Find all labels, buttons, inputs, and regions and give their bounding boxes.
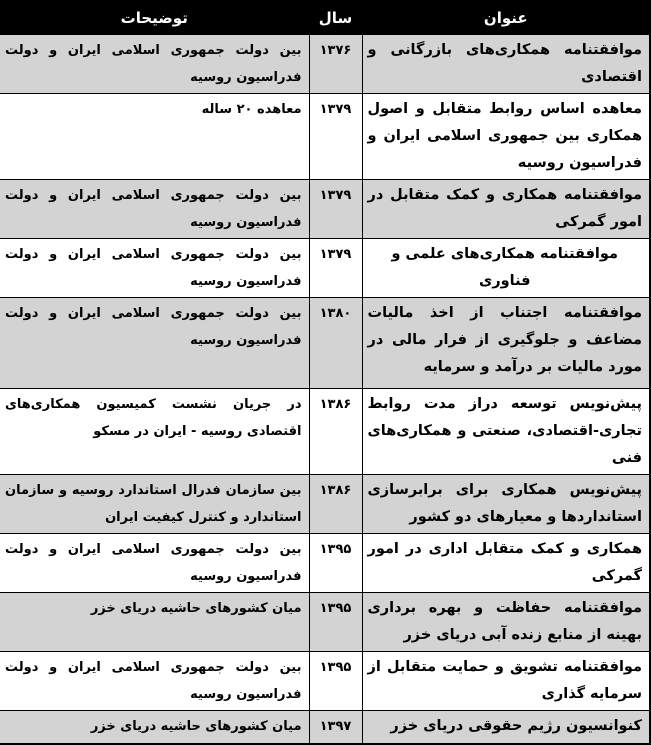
year-cell: ۱۳۹۷ [309,710,362,744]
year-cell: ۱۳۷۹ [309,238,362,297]
year-cell: ۱۳۸۰ [309,297,362,388]
header-title-column: عنوان [362,1,650,34]
table-row [0,710,650,744]
description-cell: در جریان نشست کمیسیون همکاری‌های اقتصادی روسیه - ایران در مسکو [0,388,309,474]
title-cell: موافقتنامه تشویق و حمایت متقابل از سرمایه گذاری [362,651,650,710]
table-row [0,651,650,710]
table-row [0,179,650,238]
header-year-column: سال [309,1,362,34]
year-cell: ۱۳۸۶ [309,388,362,474]
description-cell: بین دولت جمهوری اسلامی ایران و دولت فدراسیون روسیه [0,238,309,297]
description-cell: بین سازمان فدرال استاندارد روسیه و سازمان استاندارد و کنترل کیفیت ایران [0,474,309,533]
description-cell: بین دولت جمهوری اسلامی ایران و دولت فدراسیون روسیه [0,651,309,710]
table-body [0,34,650,744]
title-cell: کنوانسیون رژیم حقوقی دریای خزر [362,710,650,744]
year-cell: ۱۳۷۶ [309,34,362,93]
title-cell: پیش‌نویس همکاری برای برابرسازی استانداردها و معیارهای دو کشور [362,474,650,533]
table-row [0,34,650,93]
header-descriptions-column: توضیحات [0,1,309,34]
title-cell: موافقتنامه حفاظت و بهره برداری بهینه از منابع زنده آبی دریای خزر [362,592,650,651]
title-cell: موافقتنامه همکاری‌های بازرگانی و اقتصادی [362,34,650,93]
table-header-row [0,1,650,34]
year-cell: ۱۳۹۵ [309,651,362,710]
table-row [0,592,650,651]
description-cell: بین دولت جمهوری اسلامی ایران و دولت فدراسیون روسیه [0,179,309,238]
title-cell: معاهده اساس روابط متقابل و اصول همکاری بین جمهوری اسلامی ایران و فدراسیون روسیه [362,93,650,179]
table-row [0,93,650,179]
title-cell: همکاری و کمک متقابل اداری در امور گمرکی [362,533,650,592]
description-cell: بین دولت جمهوری اسلامی ایران و دولت فدراسیون روسیه [0,297,309,388]
year-cell: ۱۳۸۶ [309,474,362,533]
table-row [0,388,650,474]
title-cell: پیش‌نویس توسعه دراز مدت روابط تجاری-اقتصادی، صنعتی و همکاری‌های فنی [362,388,650,474]
table-row [0,238,650,297]
year-cell: ۱۳۹۵ [309,592,362,651]
description-cell: بین دولت جمهوری اسلامی ایران و دولت فدراسیون روسیه [0,34,309,93]
year-cell: ۱۳۹۵ [309,533,362,592]
table-row [0,474,650,533]
description-cell: بین دولت جمهوری اسلامی ایران و دولت فدراسیون روسیه [0,533,309,592]
description-cell: میان کشورهای حاشیه دریای خزر [0,592,309,651]
year-cell: ۱۳۷۹ [309,179,362,238]
title-cell: موافقتنامه همکاری‌های علمی و فناوری [362,238,650,297]
year-cell: ۱۳۷۹ [309,93,362,179]
table-row [0,297,650,388]
title-cell: موافقتنامه همکاری و کمک متقابل در امور گمرکی [362,179,650,238]
description-cell: معاهده ۲۰ ساله [0,93,309,179]
title-cell: موافقتنامه اجتناب از اخذ مالیات مضاعف و جلوگیری از فرار مالی در مورد مالیات بر درآمد و سرمایه [362,297,650,388]
table-row [0,533,650,592]
description-cell: میان کشورهای حاشیه دریای خزر [0,710,309,744]
